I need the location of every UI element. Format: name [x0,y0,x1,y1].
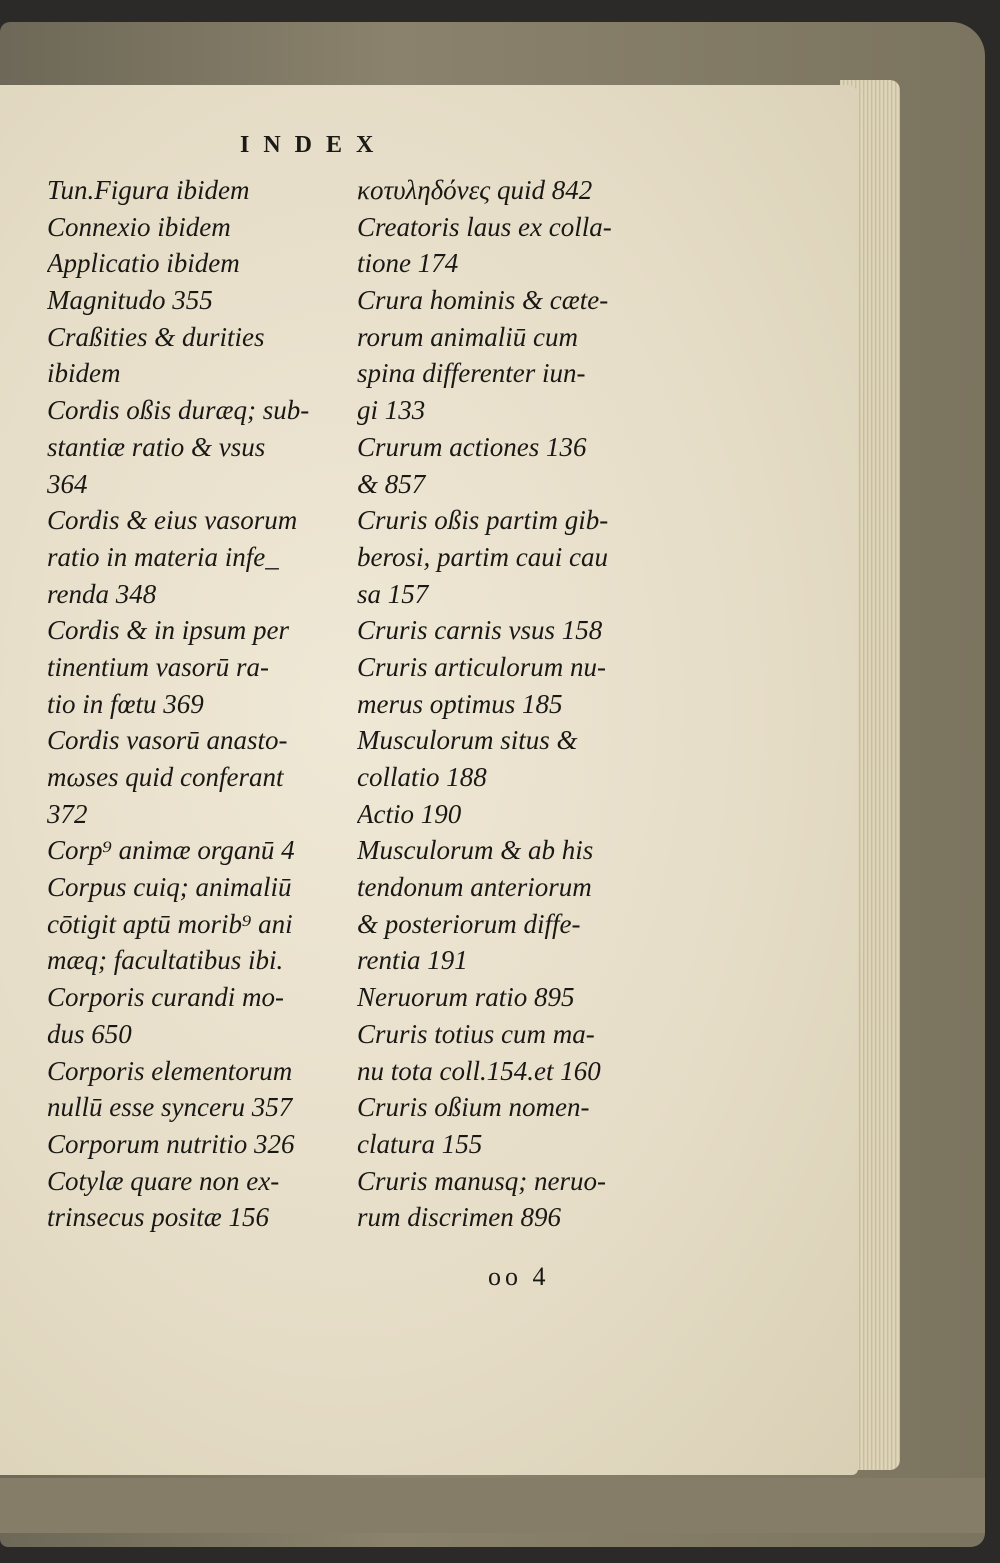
index-entry-line: Corp⁹ animæ organū 4 [47,835,295,866]
index-entry-line: Tun.Figura ibidem [47,175,250,205]
index-entry-line: 364 [47,468,88,499]
index-entry-line: Actio 190 [357,798,462,829]
page-header: INDEX [240,132,388,158]
index-entry-line: nullū esse synceru 357 [47,1092,293,1123]
index-entry-line: Cotylæ quare non ex- [47,1165,280,1196]
index-entry-line: Musculorum situs & [357,725,578,756]
left-index-column [47,172,357,1236]
index-entry-line: cōtigit aptū morib⁹ ani [47,908,293,939]
index-entry-line: Cruris oßis partim gib- [357,505,609,536]
index-entry-line: Creatoris laus ex colla- [357,211,612,242]
index-entry-line: Corporis curandi mo- [47,982,285,1013]
index-entry-line: nu tota coll.154.et 160 [357,1055,601,1086]
index-entry-line: merus optimus 185 [357,688,563,719]
index-entry-line: rum discrimen 896 [357,1202,561,1233]
index-entry-line: Cordis & in ipsum per [47,615,290,646]
index-entry-line: Cruris totius cum ma- [357,1018,595,1049]
index-entry-line: & posteriorum diffe- [357,908,581,939]
index-entry-line: berosi, partim caui cau [357,541,608,572]
index-entry-line: & 857 [357,468,426,499]
index-entry-line: mωses quid conferant [47,762,284,792]
index-entry-line: collatio 188 [357,762,487,792]
index-entry-line: Connexio ibidem [47,211,231,242]
index-entry-line: Cruris carnis vsus 158 [357,615,603,646]
index-entry-line: 372 [47,798,88,829]
index-entry-line: stantiæ ratio & vsus [47,431,266,462]
index-entry-line: ratio in materia infe_ [47,541,279,572]
index-entry-line: sa 157 [357,578,429,609]
index-entry-line: Cruris oßium nomen- [357,1092,590,1123]
index-entry-line: κοτυληδόνες quid 842 [357,175,593,205]
index-entry-line: Crura hominis & cæte- [357,285,609,316]
index-entry-line: Corpus cuiq; animaliū [47,872,292,903]
index-entry-line: Corporum nutritio 326 [47,1128,295,1159]
index-entry-line: tendonum anteriorum [357,872,592,903]
index-entry-line: clatura 155 [357,1128,483,1159]
index-entry-line: Cordis vasorū anasto- [47,725,288,756]
index-entry-line: Cruris articulorum nu- [357,651,607,682]
index-entry-line: Neruorum ratio 895 [357,982,575,1013]
index-entry-line: mæq; facultatibus ibi. [47,945,284,976]
index-entry-line: dus 650 [47,1018,132,1049]
index-entry-line: Magnitudo 355 [47,285,213,316]
index-entry-line: Cruris manusq; neruo- [357,1165,607,1196]
index-entry-line: Cordis & eius vasorum [47,505,298,536]
index-entry-line: tio in fœtu 369 [47,688,204,719]
index-entry-line: rorum animaliū cum [357,321,578,352]
index-entry-line: trinsecus positæ 156 [47,1202,270,1233]
index-entry-line: rentia 191 [357,945,468,976]
index-entry-line: Cordis oßis duræq; sub- [47,395,310,426]
index-entry-line: Crurum actiones 136 [357,431,587,462]
index-entry-line: gi 133 [357,395,426,426]
index-entry-line: Corporis elementorum [47,1055,293,1086]
index-entry-line: Musculorum & ab his [357,835,594,866]
index-entry-line: renda 348 [47,578,157,609]
index-entry-line: tione 174 [357,248,459,279]
signature-mark: oo 4 [488,1262,550,1291]
index-entry-line: tinentium vasorū ra- [47,651,269,682]
cover-bottom [0,1478,985,1533]
right-index-column [357,172,667,1236]
index-entry-line: spina differenter iun- [357,358,586,389]
index-entry-line: Applicatio ibidem [47,248,240,279]
index-entry-line: Craßities & durities [47,321,265,352]
index-entry-line: ibidem [47,358,121,389]
